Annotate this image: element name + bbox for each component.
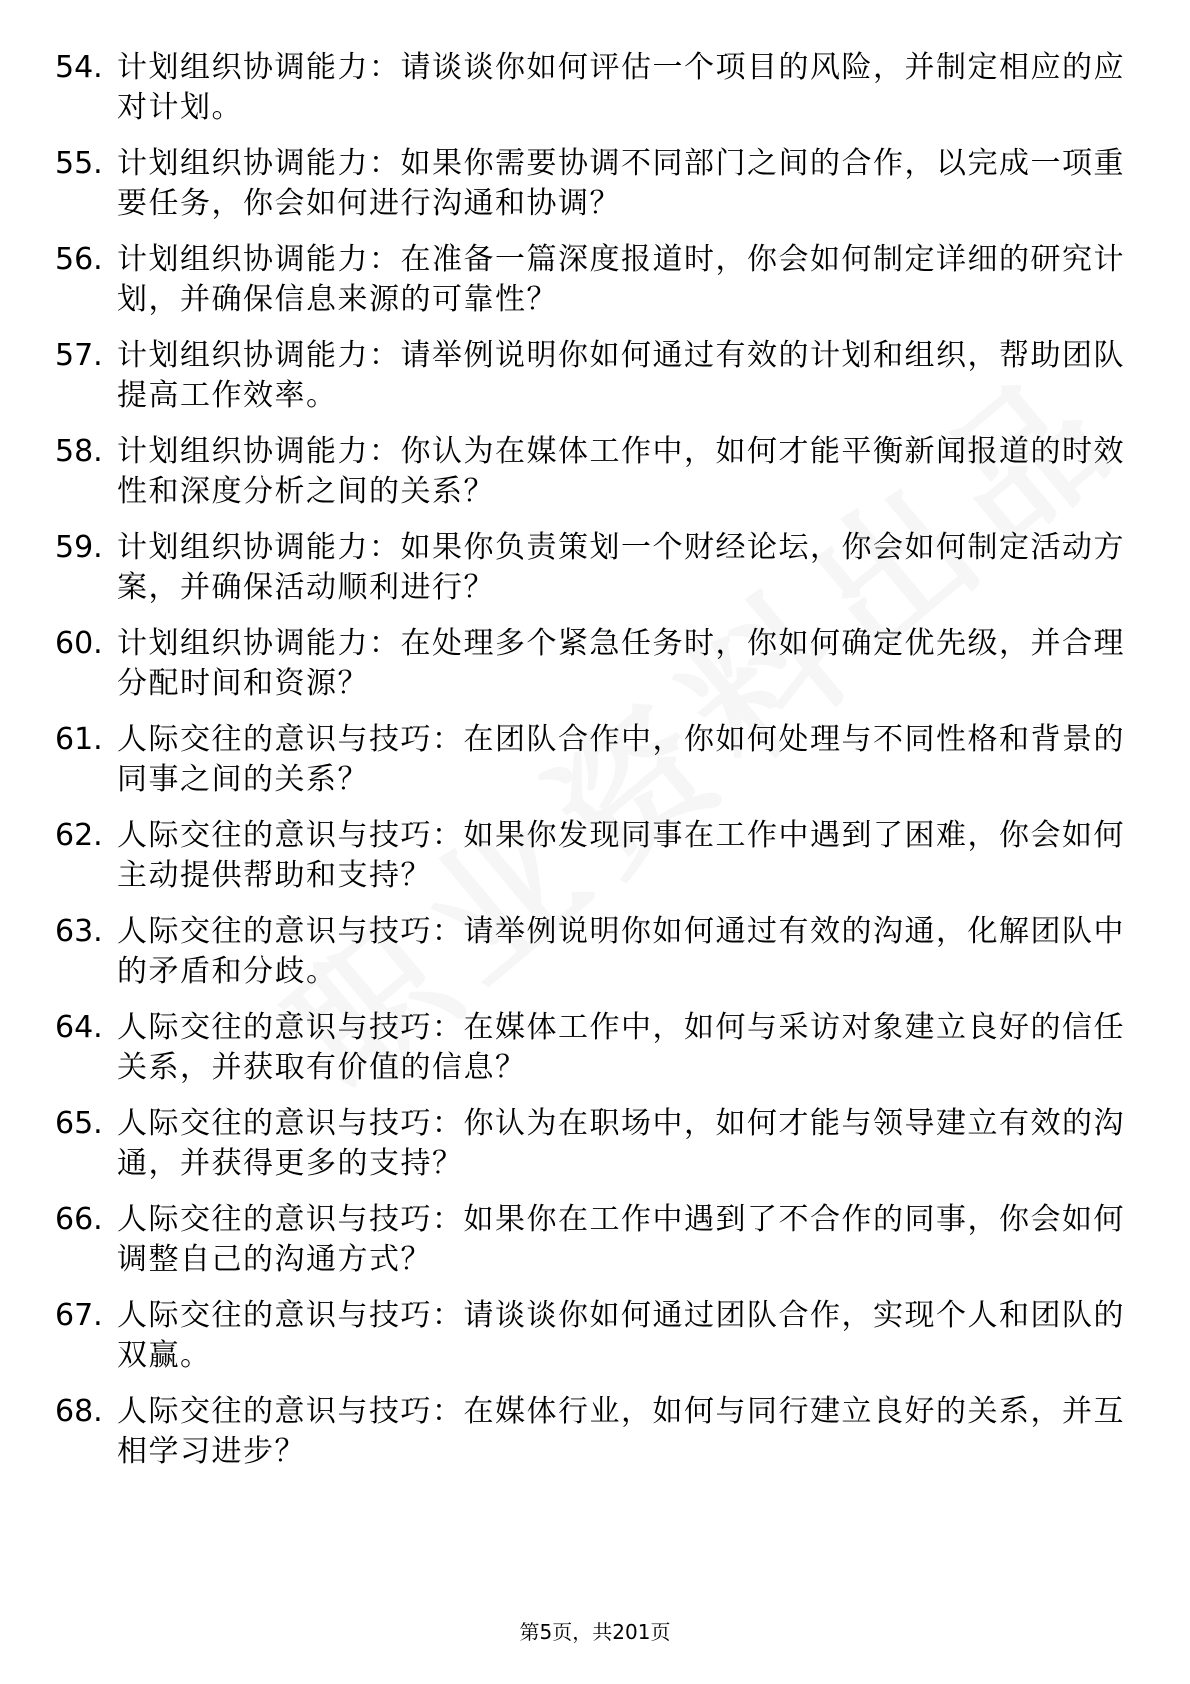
question-number: 59.: [55, 530, 103, 565]
question-number: 58.: [55, 434, 103, 469]
question-number: 60.: [55, 626, 103, 661]
list-item: [55, 1296, 1140, 1376]
list-item: [55, 1008, 1140, 1088]
question-text: 人际交往的意识与技巧：在团队合作中，你如何处理与不同性格和背景的同事之间的关系？: [117, 722, 1125, 797]
list-item: [55, 624, 1140, 704]
question-number: 66.: [55, 1202, 103, 1237]
question-number: 61.: [55, 722, 103, 757]
question-number: 57.: [55, 338, 103, 373]
question-number: 55.: [55, 146, 103, 181]
list-item: [55, 48, 1140, 128]
list-item: [55, 816, 1140, 896]
list-item: [55, 1104, 1140, 1184]
question-number: 67.: [55, 1298, 103, 1333]
question-number: 56.: [55, 242, 103, 277]
question-number: 63.: [55, 914, 103, 949]
list-item: [55, 1200, 1140, 1280]
list-item: [55, 912, 1140, 992]
list-item: [55, 528, 1140, 608]
list-item: [55, 336, 1140, 416]
question-text: 计划组织协调能力：请举例说明你如何通过有效的计划和组织，帮助团队提高工作效率。: [117, 338, 1125, 413]
question-number: 68.: [55, 1394, 103, 1429]
question-number: 65.: [55, 1106, 103, 1141]
question-text: 计划组织协调能力：如果你需要协调不同部门之间的合作，以完成一项重要任务，你会如何进行沟通和协调？: [117, 146, 1125, 221]
question-text: 人际交往的意识与技巧：请举例说明你如何通过有效的沟通，化解团队中的矛盾和分歧。: [117, 914, 1125, 989]
question-number: 54.: [55, 50, 103, 85]
question-text: 人际交往的意识与技巧：请谈谈你如何通过团队合作，实现个人和团队的双赢。: [117, 1298, 1125, 1373]
question-text: 人际交往的意识与技巧：如果你在工作中遇到了不合作的同事，你会如何调整自己的沟通方式？: [117, 1202, 1125, 1277]
list-item: [55, 432, 1140, 512]
question-text: 计划组织协调能力：如果你负责策划一个财经论坛，你会如何制定活动方案，并确保活动顺利进行？: [117, 530, 1125, 605]
list-item: [55, 1392, 1140, 1472]
question-text: 人际交往的意识与技巧：如果你发现同事在工作中遇到了困难，你会如何主动提供帮助和支持？: [117, 818, 1125, 893]
question-text: 计划组织协调能力：你认为在媒体工作中，如何才能平衡新闻报道的时效性和深度分析之间的关系？: [117, 434, 1125, 509]
question-text: 人际交往的意识与技巧：在媒体工作中，如何与采访对象建立良好的信任关系，并获取有价值的信息？: [117, 1010, 1125, 1085]
question-list: [55, 48, 1140, 1488]
question-text: 人际交往的意识与技巧：在媒体行业，如何与同行建立良好的关系，并互相学习进步？: [117, 1394, 1125, 1469]
question-text: 计划组织协调能力：在处理多个紧急任务时，你如何确定优先级，并合理分配时间和资源？: [117, 626, 1125, 701]
list-item: [55, 240, 1140, 320]
question-text: 计划组织协调能力：请谈谈你如何评估一个项目的风险，并制定相应的应对计划。: [117, 50, 1125, 125]
question-number: 62.: [55, 818, 103, 853]
list-item: [55, 720, 1140, 800]
list-item: [55, 144, 1140, 224]
page-footer: 第5页，共201页: [519, 1620, 671, 1644]
question-text: 人际交往的意识与技巧：你认为在职场中，如何才能与领导建立有效的沟通，并获得更多的支持？: [117, 1106, 1125, 1181]
question-text: 计划组织协调能力：在准备一篇深度报道时，你会如何制定详细的研究计划，并确保信息来源的可靠性？: [117, 242, 1125, 317]
question-number: 64.: [55, 1010, 103, 1045]
